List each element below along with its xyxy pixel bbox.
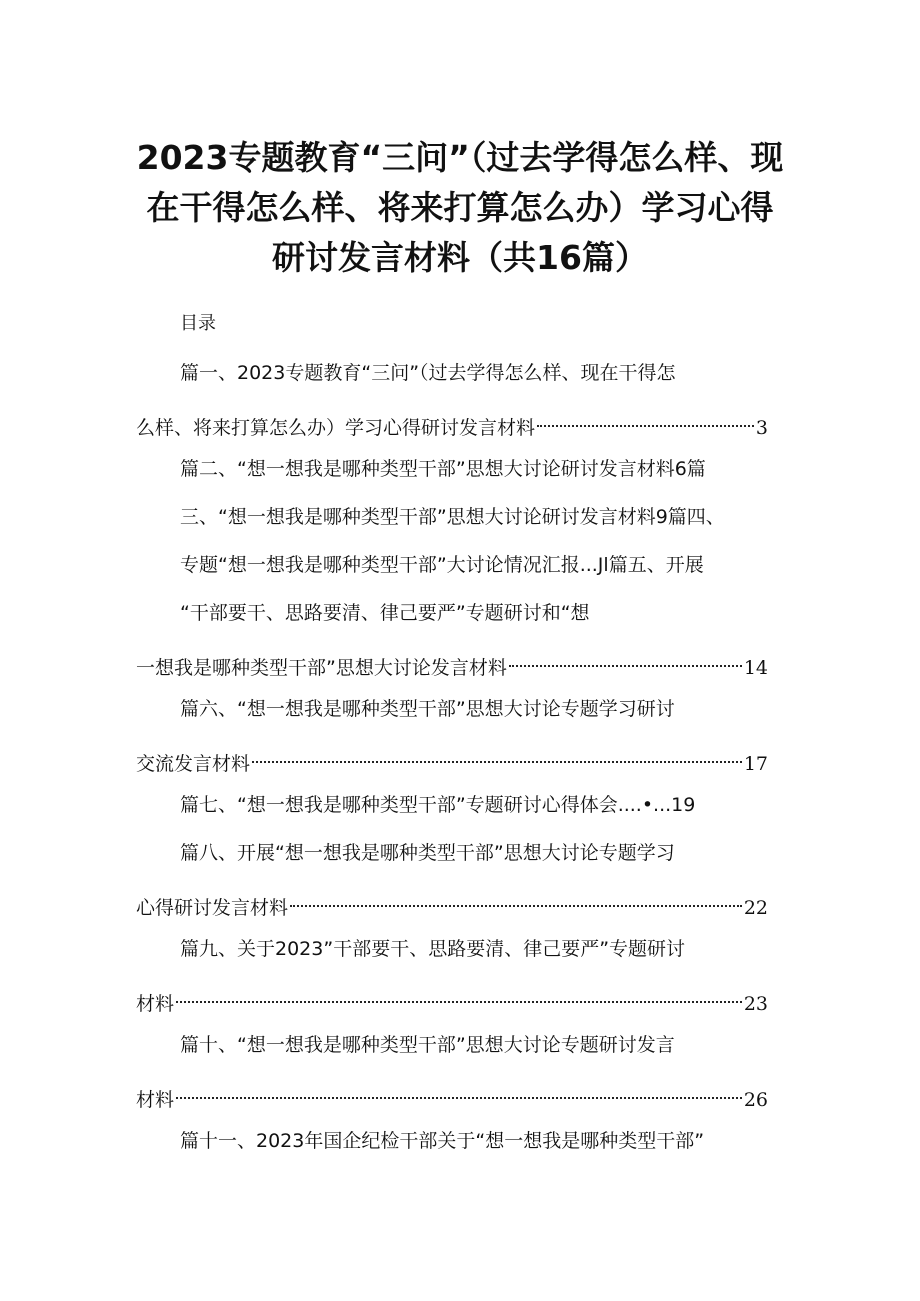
toc-line: 篇十一、2023年国企纪检干部关于“想一想我是哪种类型干部” bbox=[180, 1130, 705, 1152]
toc-line: 篇八、开展“想一想我是哪种类型干部”思想大讨论专题学习 bbox=[180, 842, 675, 864]
toc-page-number: 26 bbox=[743, 1089, 768, 1111]
toc-page-number: 22 bbox=[743, 897, 768, 919]
toc-dot-leader bbox=[509, 648, 742, 674]
document-title-line-2: 在干得怎么样、将来打算怎么办）学习心得 bbox=[146, 188, 774, 227]
toc-line: 篇一、2023专题教育“三问”（过去学得怎么样、现在干得怎 bbox=[180, 362, 676, 384]
toc-line: 篇九、关于2023”干部要干、思路要清、律己要严”专题研讨 bbox=[180, 938, 686, 960]
toc-entry-leader bbox=[136, 408, 768, 441]
toc-entry-text: 材料 bbox=[136, 993, 175, 1015]
toc-entry-leader bbox=[136, 888, 768, 921]
toc-entry-text: 心得研讨发言材料 bbox=[136, 897, 289, 919]
toc-line: 篇七、“想一想我是哪种类型干部”专题研讨心得体会....•...19 bbox=[180, 794, 696, 816]
toc-page-number: 23 bbox=[743, 993, 768, 1015]
toc-heading: 目录 bbox=[180, 313, 216, 334]
toc-entry-text: 材料 bbox=[136, 1089, 175, 1111]
document-title-line-1: 2023专题教育“三问”（过去学得怎么样、现 bbox=[136, 138, 784, 177]
toc-line: “干部要干、思路要清、律己要严”专题研讨和“想 bbox=[180, 602, 590, 624]
toc-entry-leader bbox=[136, 744, 768, 777]
document-title-line-3: 研讨发言材料（共16篇） bbox=[272, 238, 648, 277]
toc-page-number: 17 bbox=[743, 753, 768, 775]
toc-entry-text: 交流发言材料 bbox=[136, 753, 251, 775]
toc-page-number: 14 bbox=[743, 657, 768, 679]
toc-dot-leader bbox=[176, 984, 742, 1010]
toc-line: 篇十、“想一想我是哪种类型干部”思想大讨论专题研讨发言 bbox=[180, 1034, 675, 1056]
toc-dot-leader bbox=[537, 408, 754, 434]
toc-line: 专题“想一想我是哪种类型干部”大讨论情况汇报...Jl篇五、开展 bbox=[180, 554, 704, 576]
toc-line: 篇二、“想一想我是哪种类型干部”思想大讨论研讨发言材料6篇 bbox=[180, 458, 706, 480]
toc-dot-leader bbox=[252, 744, 742, 770]
toc-entry-leader bbox=[136, 984, 768, 1017]
toc-entry-leader bbox=[136, 1080, 768, 1113]
toc-dot-leader bbox=[176, 1080, 742, 1106]
toc-line: 篇六、“想一想我是哪种类型干部”思想大讨论专题学习研讨 bbox=[180, 698, 675, 720]
toc-page-number: 3 bbox=[755, 417, 768, 439]
toc-line: 三、“想一想我是哪种类型干部”思想大讨论研讨发言材料9篇四、 bbox=[180, 506, 725, 528]
toc-dot-leader bbox=[290, 888, 742, 914]
toc-entry-text: 一想我是哪种类型干部”思想大讨论发言材料 bbox=[136, 657, 507, 679]
toc-entry-text: 么样、将来打算怎么办）学习心得研讨发言材料 bbox=[136, 417, 536, 439]
toc-entry-leader bbox=[136, 648, 768, 681]
